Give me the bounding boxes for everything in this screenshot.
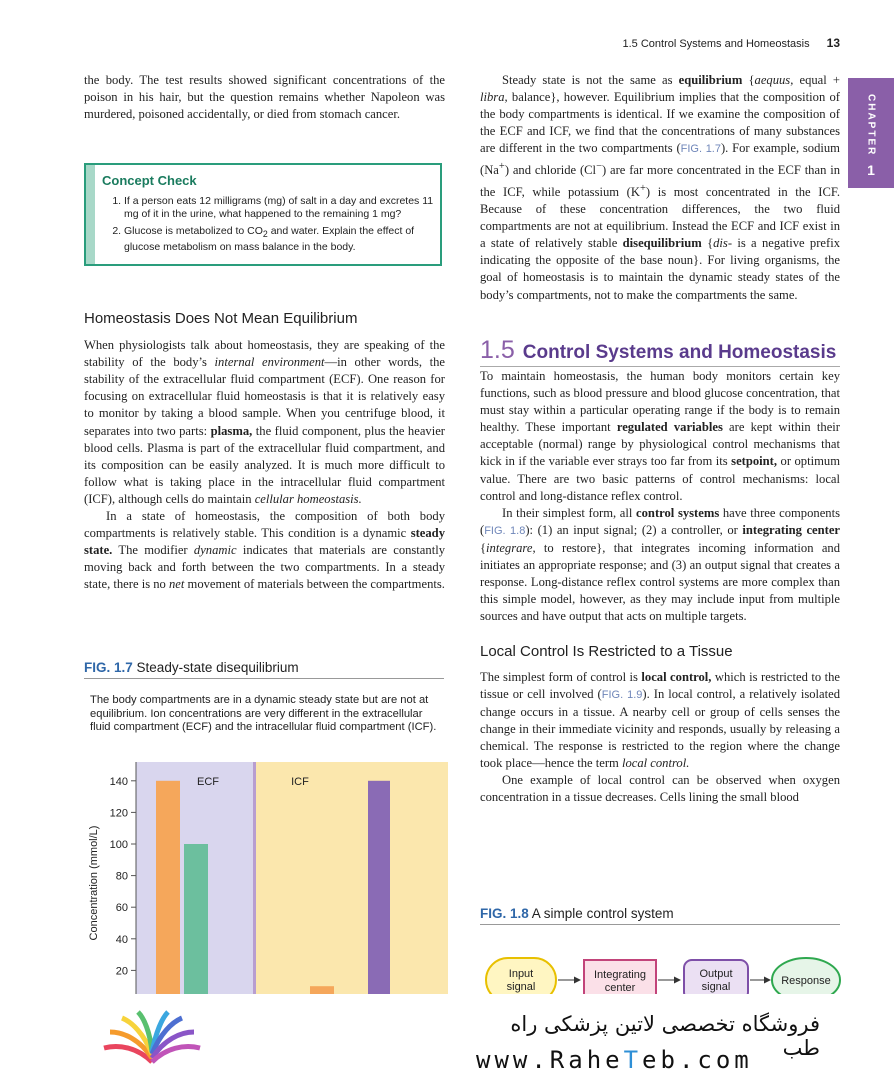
section-title: Control Systems and Homeostasis — [522, 342, 837, 363]
term-control-systems: control systems — [636, 505, 720, 520]
y-tick-label: 120 — [109, 807, 128, 820]
right-paragraph-3 — [480, 505, 840, 626]
y-tick-label: 60 — [115, 902, 128, 915]
term-equilibrium: equilibrium — [678, 73, 743, 87]
text-run: the fluid component, plus the heavier blood cells. Plasma is part of the extracellular fluid compartment, and its composition can be easily analyzed. It is much more difficult to follow what is taking place in the intracellular fluid compartment (ICF), although cells do maintain — [84, 423, 445, 506]
term-steady-state: steady state. — [84, 526, 445, 558]
region-label-icf: ICF — [291, 776, 309, 788]
input-signal-label: Input — [508, 968, 534, 980]
text-run: In their simplest form, all — [502, 505, 637, 520]
output-signal-label-2: signal — [701, 981, 731, 993]
text-run: The modifier — [112, 543, 194, 558]
bar-ecf-0 — [156, 781, 180, 994]
text-run: { — [742, 73, 755, 87]
chapter-tab-word: CHAPTER — [865, 94, 877, 157]
term-setpoint: setpoint, — [731, 454, 778, 469]
left-intro — [84, 72, 445, 123]
right-main-text — [480, 368, 840, 806]
text-run: is a negative prefix indicating the opposite of the base noun}. For living organisms, the goal of homeostasis is to maintain the dynamic steady states of the body’s compartments, not to make the compartments the same. — [480, 236, 840, 302]
bar-ecf-1 — [184, 844, 208, 994]
text-run: —in other words, the stability of the extracellular fluid compartment (ECF). One reason for focusing on extracellular fluid homeostasis is that it is relatively easy to monitor by taking a blood sample. When you centrifuge blood, it separates into two parts: — [84, 355, 446, 438]
book-logo-icon — [100, 1008, 204, 1070]
text-run: ). In local control, a relatively isolated change occurs in a tissue. A nearby cell or group of cells senses the change in their immediate vicinity and responds, usually by releasing a chemical. The response is restricted to the region where the change took place—hence the term — [480, 686, 840, 770]
text-run: The simplest form of control is — [480, 669, 642, 684]
text-run: To maintain homeostasis, the human body monitors certain key functions, such as blood pressure and blood glucose concentration, that must stay within a particular operating range if the body is to remain healthy. These important — [480, 369, 840, 435]
text-run: ): (1) an input signal; (2) a controller, or — [525, 522, 743, 537]
text-run: Steady state is not the same as — [502, 73, 679, 87]
fig17-chart — [84, 758, 448, 994]
concept-check-box — [84, 163, 442, 266]
text-run-italic: aequus, — [754, 73, 794, 87]
text-run: { — [701, 236, 714, 251]
text-run-italic: dis- — [713, 236, 733, 251]
y-ticks — [110, 776, 136, 978]
site-part-a: www.Rahe — [476, 1046, 624, 1074]
text-run-italic: integrare, — [486, 540, 536, 555]
text-run: ) are far more concentrated in the ECF than in the ICF, while potassium (K — [480, 163, 841, 199]
left-paragraph-2 — [84, 508, 445, 593]
fig19-reference[interactable]: FIG. 1.9 — [601, 688, 643, 701]
text-run: When physiologists talk about homeostasis, they are speaking of the stability of the body’s — [84, 338, 445, 370]
fig17-label: FIG. 1.7 — [84, 660, 133, 675]
right-top-text — [480, 72, 840, 304]
footer-watermark — [0, 994, 894, 1080]
text-run: or optimum value. There are two basic patterns of control mechanisms: local control and long-distance reflex control. — [480, 454, 840, 503]
q2-part-a: Glucose is metabolized to CO — [124, 225, 263, 237]
site-part-b: T — [623, 1046, 643, 1074]
heading-local-control: Local Control Is Restricted to a Tissue — [480, 643, 733, 661]
fig17-caption: The body compartments are in a dynamic steady state but are not at equilibrium. Ion concentrations are very different in the extracellular fluid compartment (ECF) and the intracellular fluid compartment (ICF). — [90, 694, 437, 734]
chapter-tab — [848, 78, 894, 188]
left-paragraph-1 — [84, 337, 445, 508]
running-header — [600, 36, 840, 50]
text-run-italic: cellular homeostasis. — [254, 491, 362, 506]
text-run: { — [480, 540, 487, 555]
text-run: balance}, however. Equilibrium implies that the composition of the body compartments is identical. If we examine the composition of the ECF and ICF, we find that the concentrations of many substances are different in the two compartments ( — [480, 90, 840, 156]
text-run: indicates that materials are constantly moving back and forth between the two compartments. In a steady state, there is no — [84, 543, 445, 592]
text-run-italic: local control. — [621, 755, 690, 770]
q2-subscript: 2 — [262, 229, 268, 240]
text-run-italic: libra, — [480, 90, 508, 105]
site-part-c: eb.com — [642, 1046, 753, 1074]
text-run-italic: internal environment — [214, 355, 325, 370]
left-main-text — [84, 310, 445, 594]
superscript: + — [639, 182, 646, 194]
integrating-center-label-2: center — [604, 982, 636, 994]
section-number: 1.5 — [480, 336, 515, 364]
superscript: + — [498, 161, 505, 173]
text-run: have three components ( — [480, 505, 840, 537]
text-run-italic: net — [168, 577, 185, 592]
region-label-ecf: ECF — [197, 776, 219, 788]
y-tick-label: 100 — [109, 839, 128, 851]
running-title: 1.5 Control Systems and Homeostasis — [622, 38, 810, 50]
text-run: which is restricted to the tissue or cell involved ( — [480, 669, 840, 701]
concept-check-title: Concept Check — [102, 173, 197, 188]
fig18-title-bar — [480, 906, 840, 925]
text-run: are kept within their acceptable (normal) range by physiological control mechanisms that kick in if the variable ever strays too far from its — [480, 420, 840, 469]
right-paragraph-2 — [480, 368, 840, 505]
concept-question-2 — [124, 225, 434, 254]
text-run: movement of materials between the compartments. — [184, 577, 445, 592]
concept-check-accent — [86, 165, 95, 264]
concept-question-1: 1. If a person eats 12 milligrams (mg) of salt in a day and excretes 11 mg of it in the urine, what happened to the remaining 1 mg? — [124, 195, 434, 221]
integrating-center-label: Integrating — [594, 969, 646, 981]
fig17-title: Steady-state disequilibrium — [136, 660, 299, 675]
term-plasma: plasma, — [210, 423, 253, 438]
term-integrating-center: integrating center — [742, 522, 840, 537]
fig18-label: FIG. 1.8 — [480, 906, 529, 921]
concept-check-list — [102, 195, 434, 258]
y-tick-label: 20 — [115, 965, 128, 978]
region-divider — [253, 762, 256, 994]
section-heading — [480, 336, 840, 367]
text-run: ) and chloride (Cl — [504, 163, 597, 178]
term-disequilibrium: disequilibrium — [622, 236, 702, 251]
response-label: Response — [781, 975, 831, 987]
text-run: ). For example, sodium (Na — [480, 141, 840, 178]
fig18-title: A simple control system — [531, 906, 674, 921]
text-run: ) is most concentrated in the ICF. Because of these concentration differences, the two fluid compartments are not at equilibrium. Instead the ECF and ICF exist in a state of relatively stable — [480, 184, 840, 251]
y-tick-label: 40 — [115, 933, 128, 946]
heading-homeostasis: Homeostasis Does Not Mean Equilibrium — [84, 310, 358, 327]
y-tick-label: 80 — [115, 870, 128, 883]
bar-icf-2 — [310, 986, 334, 994]
fig18-diagram — [480, 950, 844, 994]
icf-region — [256, 762, 448, 994]
superscript: − — [596, 161, 602, 173]
right-paragraph-1 — [480, 72, 840, 304]
text-run: to restore}, that integrates incoming information and initiates an appropriate response; and (3) an output signal that creates a response. Long-distance reflex control systems are more complex than this simple model, however, as they may include input from multiple sources and have output that acts on multiple targets. — [480, 540, 840, 624]
watermark-persian: فروشگاه تخصصی لاتین پزشکی راه طب — [510, 1012, 820, 1060]
page-number: 13 — [826, 36, 840, 50]
right-paragraph-5: One example of local control can be observed when oxygen concentration in a tissue decreases. Cells lining the small blood — [480, 773, 840, 805]
bar-icf-3 — [368, 781, 390, 994]
y-tick-label: 140 — [109, 775, 128, 788]
text-run: In a state of homeostasis, the composition of both body compartments is relatively stable. This condition is a dynamic — [84, 509, 445, 541]
input-signal-label-2: signal — [506, 981, 536, 993]
y-axis-label: Concentration (mmol/L) — [88, 825, 100, 941]
output-signal-label: Output — [699, 968, 733, 980]
intro-paragraph: the body. The test results showed significant concentrations of the poison in his hair, but the question remains whether Napoleon was murdered, poisoned accidentally, or died from stomach cancer. — [84, 73, 445, 122]
right-paragraph-4 — [480, 669, 840, 773]
text-run-italic: dynamic — [193, 543, 237, 558]
chapter-tab-number: 1 — [867, 162, 875, 178]
fig17-title-bar — [84, 660, 444, 679]
q2-part-b: and water. Explain the effect of glucose metabolism on mass balance in the body. — [124, 225, 415, 254]
fig17-reference[interactable]: FIG. 1.7 — [680, 143, 721, 156]
text-run: equal + — [793, 73, 841, 87]
term-local-control: local control, — [641, 669, 712, 684]
watermark-site — [476, 1046, 753, 1074]
fig18-reference[interactable]: FIG. 1.8 — [484, 524, 526, 537]
term-regulated-variables: regulated variables — [616, 420, 723, 435]
